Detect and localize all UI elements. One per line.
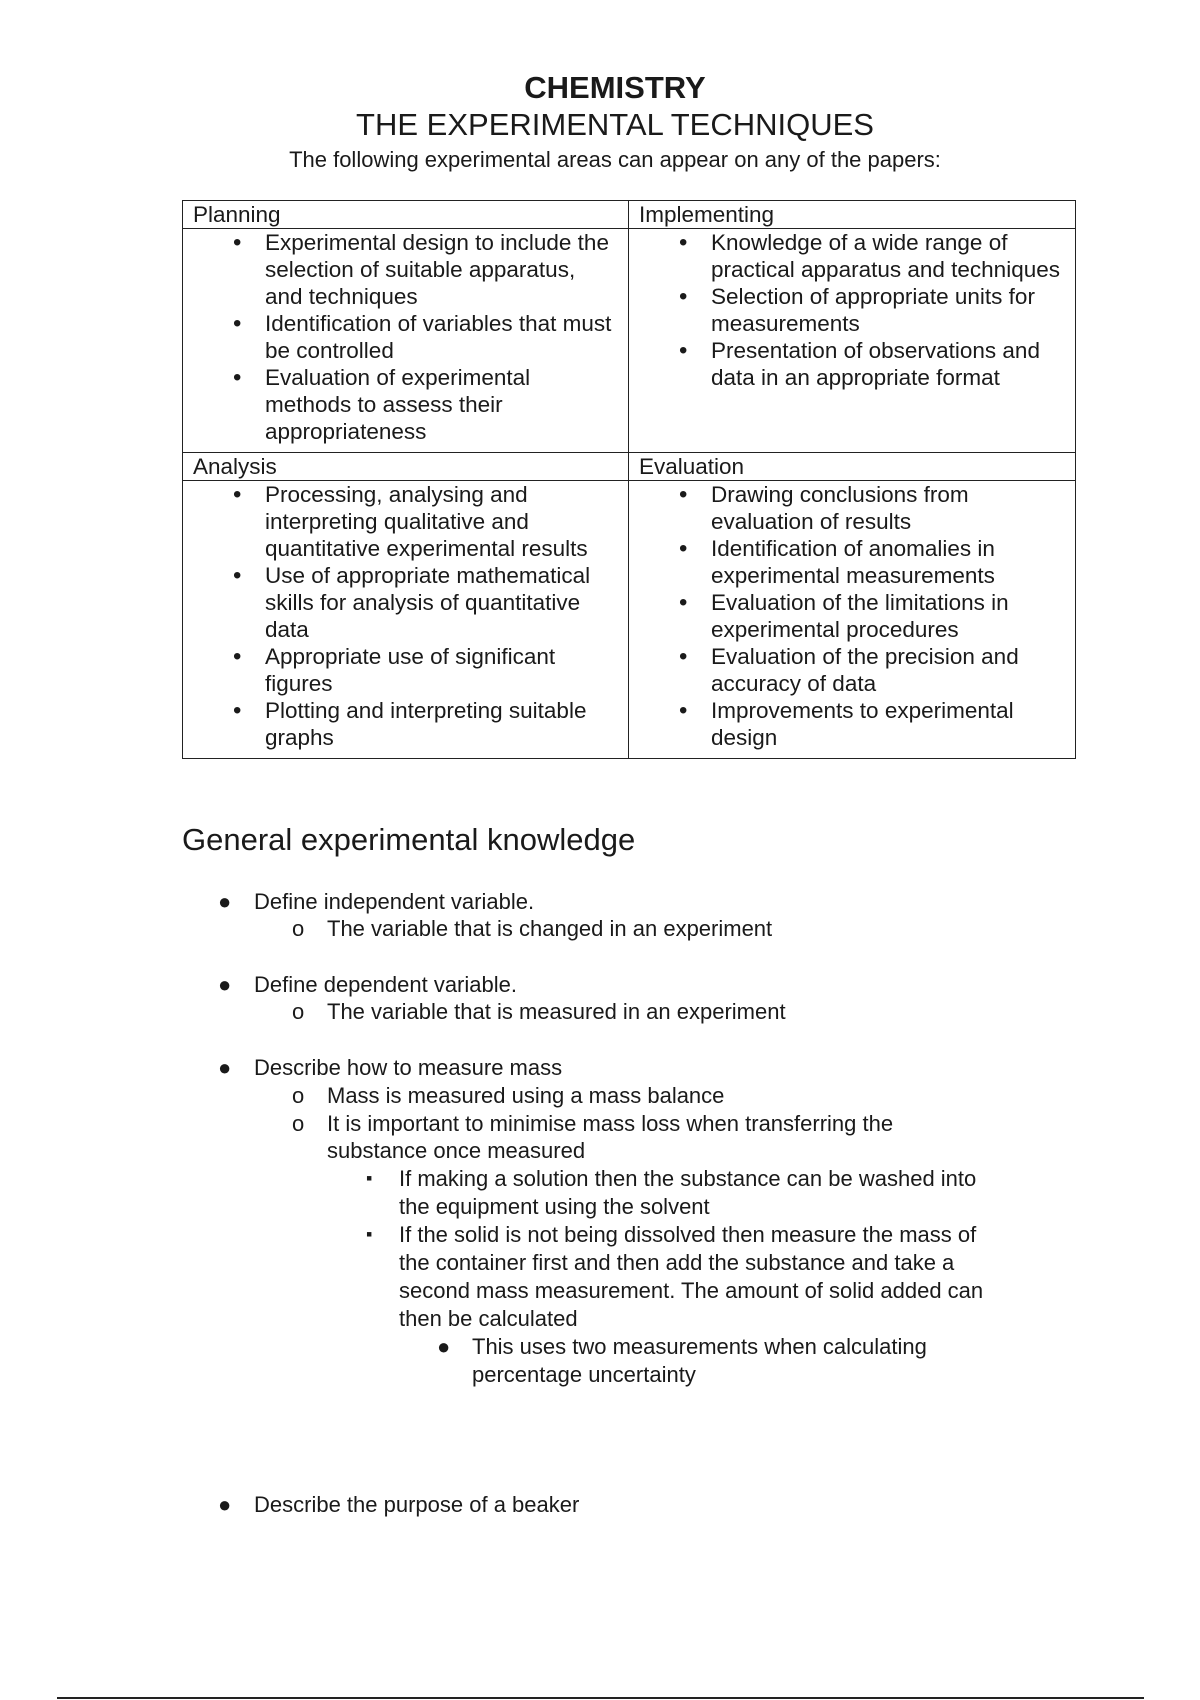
experimental-areas-table: [182, 200, 1076, 759]
table-row: [183, 481, 1076, 759]
planning-cell: [183, 229, 629, 453]
detail-solid-line3: second mass measurement. The amount of solid added can: [399, 1278, 984, 1303]
list-item: • Experimental design to include the selection of suitable apparatus, and techniques: [265, 229, 618, 310]
bullet-icon: ●: [218, 1492, 232, 1517]
answer-dependent: The variable that is measured in an experiment: [327, 999, 786, 1024]
list-item: • Drawing conclusions from evaluation of results: [711, 481, 1065, 535]
implementing-heading: Implementing: [629, 201, 1076, 229]
square-bullet-icon: ▪: [366, 1168, 373, 1188]
list-item: • Knowledge of a wide range of practical apparatus and techniques: [711, 229, 1065, 283]
evaluation-heading: Evaluation: [629, 453, 1076, 481]
list-item: • Improvements to experimental design: [711, 697, 1065, 751]
list-item: • Evaluation of experimental methods to assess their appropriateness: [265, 364, 618, 445]
analysis-heading: Analysis: [183, 453, 629, 481]
note-uncertainty-line2: percentage uncertainty: [472, 1362, 696, 1387]
list-item: • Use of appropriate mathematical skills for analysis of quantitative data: [265, 562, 618, 643]
table-row: [183, 229, 1076, 453]
section-heading: General experimental knowledge: [182, 822, 636, 857]
implementing-list: [639, 229, 1065, 391]
question-mass: Describe how to measure mass: [254, 1055, 563, 1080]
note-uncertainty-line1: This uses two measurements when calculating: [472, 1334, 927, 1359]
square-bullet-icon: ▪: [366, 1224, 373, 1244]
evaluation-list: [639, 481, 1065, 751]
question-independent: Define independent variable.: [254, 889, 535, 914]
detail-solid-line1: If the solid is not being dissolved then measure the mass of: [399, 1222, 977, 1247]
bullet-icon: ●: [218, 889, 232, 914]
table-header-row: [183, 201, 1076, 229]
answer-mass-balance: Mass is measured using a mass balance: [327, 1083, 725, 1108]
list-item: • Appropriate use of significant figures: [265, 643, 618, 697]
list-item: • Identification of anomalies in experimental measurements: [711, 535, 1065, 589]
circle-bullet-icon: o: [292, 1083, 305, 1108]
answer-independent: The variable that is changed in an experiment: [327, 916, 773, 941]
implementing-cell: [629, 229, 1076, 453]
detail-solid-line4: then be calculated: [399, 1306, 578, 1331]
document-title: CHEMISTRY: [524, 70, 706, 105]
planning-heading: Planning: [183, 201, 629, 229]
list-item: • Identification of variables that must be controlled: [265, 310, 618, 364]
table-header-row: [183, 453, 1076, 481]
list-item: • Processing, analysing and interpreting qualitative and quantitative experimental results: [265, 481, 618, 562]
list-item: • Evaluation of the precision and accuracy of data: [711, 643, 1065, 697]
document-subtitle: THE EXPERIMENTAL TECHNIQUES: [356, 107, 874, 142]
footer-divider: [57, 1697, 1144, 1699]
question-beaker: Describe the purpose of a beaker: [254, 1492, 580, 1517]
list-item: • Presentation of observations and data in an appropriate format: [711, 337, 1065, 391]
detail-solid-line2: the container first and then add the substance and take a: [399, 1250, 955, 1275]
circle-bullet-icon: o: [292, 999, 305, 1024]
detail-solution-line1: If making a solution then the substance can be washed into: [399, 1166, 977, 1191]
detail-solution-line2: the equipment using the solvent: [399, 1194, 710, 1219]
circle-bullet-icon: o: [292, 916, 305, 941]
analysis-list: [193, 481, 618, 751]
list-item: • Plotting and interpreting suitable graphs: [265, 697, 618, 751]
question-dependent: Define dependent variable.: [254, 972, 517, 997]
answer-mass-loss-line1: It is important to minimise mass loss when transferring the: [327, 1111, 894, 1136]
bullet-icon: ●: [218, 972, 232, 997]
answer-mass-loss-line2: substance once measured: [327, 1138, 586, 1163]
list-item: • Selection of appropriate units for measurements: [711, 283, 1065, 337]
analysis-cell: [183, 481, 629, 759]
evaluation-cell: [629, 481, 1076, 759]
bullet-icon: ●: [437, 1334, 451, 1359]
intro-text: The following experimental areas can appear on any of the papers:: [289, 147, 941, 172]
circle-bullet-icon: o: [292, 1111, 305, 1136]
planning-list: [193, 229, 618, 445]
bullet-icon: ●: [218, 1055, 232, 1080]
list-item: • Evaluation of the limitations in experimental procedures: [711, 589, 1065, 643]
